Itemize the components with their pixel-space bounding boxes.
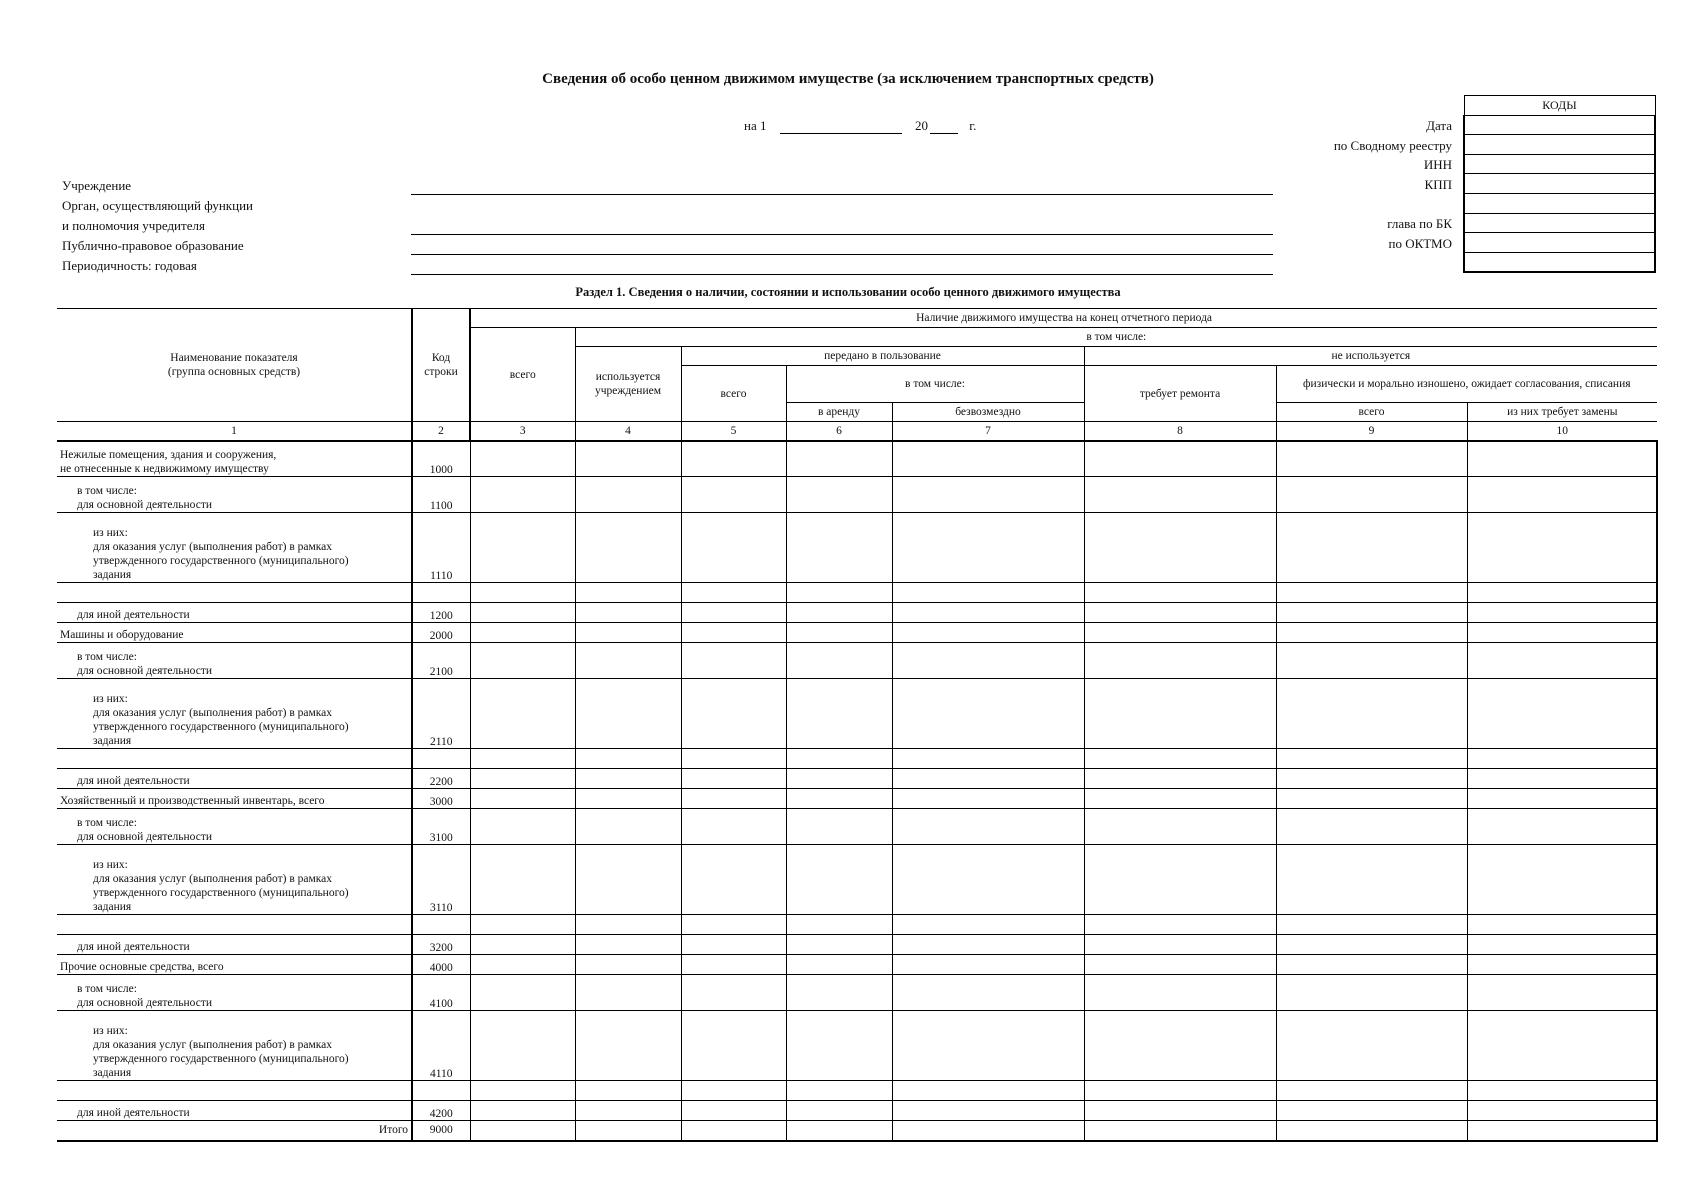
value-cell-col8[interactable]	[1084, 513, 1276, 583]
value-cell-col5[interactable]	[681, 845, 786, 915]
value-cell-col5[interactable]	[681, 603, 786, 623]
total-row	[57, 1121, 1657, 1141]
value-cell-col8[interactable]	[1084, 915, 1276, 935]
value-cell-col5[interactable]	[681, 477, 786, 513]
code-cell-registry[interactable]	[1464, 135, 1655, 155]
row-code: 1000	[412, 441, 470, 477]
value-cell-col3[interactable]	[470, 513, 575, 583]
value-cell-col7[interactable]	[892, 441, 1084, 477]
value-cell-col10[interactable]	[1467, 1011, 1657, 1081]
value-cell-col10[interactable]	[1467, 623, 1657, 643]
value-cell-col9[interactable]	[1276, 623, 1467, 643]
total-value-cell-col9[interactable]	[1276, 1121, 1467, 1141]
value-cell-col9[interactable]	[1276, 955, 1467, 975]
value-cell-col3[interactable]	[470, 1101, 575, 1121]
value-cell-col10[interactable]	[1467, 643, 1657, 679]
table-row	[57, 477, 1657, 513]
value-cell-col3[interactable]	[470, 955, 575, 975]
header-lease: в аренду	[786, 403, 892, 422]
value-cell-col6[interactable]	[786, 749, 892, 769]
value-cell-col3[interactable]	[470, 769, 575, 789]
value-cell-col9[interactable]	[1276, 809, 1467, 845]
founder-field[interactable]	[411, 234, 1273, 235]
value-cell-col9[interactable]	[1276, 1101, 1467, 1121]
value-cell-col8[interactable]	[1084, 809, 1276, 845]
value-cell-col4[interactable]	[575, 749, 681, 769]
value-cell-col9[interactable]	[1276, 1011, 1467, 1081]
row-code: 3200	[412, 935, 470, 955]
date-suffix: г.	[969, 118, 977, 133]
header-transferred-including: в том числе:	[786, 366, 1084, 403]
row-name: Машины и оборудование	[57, 623, 412, 643]
label-public-entity: Публично-правовое образование	[62, 238, 244, 253]
value-cell-col6[interactable]	[786, 1081, 892, 1101]
row-code: 3100	[412, 809, 470, 845]
header-including: в том числе:	[575, 328, 1657, 347]
codes-table	[1463, 95, 1656, 273]
row-name	[57, 749, 412, 769]
value-cell-col8[interactable]	[1084, 769, 1276, 789]
code-cell-kpp[interactable]	[1464, 174, 1655, 194]
row-code	[412, 1081, 470, 1101]
row-name: Прочие основные средства, всего	[57, 955, 412, 975]
value-cell-col5[interactable]	[681, 955, 786, 975]
header-code: Код строки	[412, 309, 470, 422]
value-cell-col10[interactable]	[1467, 955, 1657, 975]
value-cell-col10[interactable]	[1467, 809, 1657, 845]
col-number: 9	[1276, 422, 1467, 441]
col-number: 1	[57, 422, 412, 441]
value-cell-col9[interactable]	[1276, 845, 1467, 915]
code-label-kpp: КПП	[1424, 177, 1452, 192]
row-code: 3000	[412, 789, 470, 809]
value-cell-col8[interactable]	[1084, 1101, 1276, 1121]
code-cell-inn[interactable]	[1464, 154, 1655, 174]
value-cell-col6[interactable]	[786, 915, 892, 935]
table-row	[57, 955, 1657, 975]
value-cell-col6[interactable]	[786, 679, 892, 749]
row-name: в том числе: для основной деятельности	[57, 809, 412, 845]
total-value-cell-col6[interactable]	[786, 1121, 892, 1141]
col-number: 4	[575, 422, 681, 441]
value-cell-col9[interactable]	[1276, 1081, 1467, 1101]
value-cell-col10[interactable]	[1467, 789, 1657, 809]
row-name: из них: для оказания услуг (выполнения работ) в рамках утвержденного государственного (муниципального) задания	[57, 679, 412, 749]
value-cell-col5[interactable]	[681, 975, 786, 1011]
row-code: 1200	[412, 603, 470, 623]
col-number: 2	[412, 422, 470, 441]
value-cell-col8[interactable]	[1084, 749, 1276, 769]
value-cell-col4[interactable]	[575, 845, 681, 915]
row-name	[57, 915, 412, 935]
value-cell-col8[interactable]	[1084, 1011, 1276, 1081]
code-label-oktmo: по ОКТМО	[1388, 236, 1452, 251]
property-table-body	[57, 441, 1657, 1141]
value-cell-col9[interactable]	[1276, 749, 1467, 769]
value-cell-col6[interactable]	[786, 477, 892, 513]
value-cell-col7[interactable]	[892, 1011, 1084, 1081]
date-year-prefix: 20	[914, 118, 928, 133]
row-code: 2110	[412, 679, 470, 749]
row-name: в том числе: для основной деятельности	[57, 477, 412, 513]
value-cell-col3[interactable]	[470, 1011, 575, 1081]
row-name: для иной деятельности	[57, 603, 412, 623]
value-cell-col6[interactable]	[786, 441, 892, 477]
value-cell-col5[interactable]	[681, 935, 786, 955]
value-cell-col8[interactable]	[1084, 623, 1276, 643]
value-cell-col4[interactable]	[575, 513, 681, 583]
value-cell-col8[interactable]	[1084, 679, 1276, 749]
codes-header: КОДЫ	[1464, 96, 1655, 116]
value-cell-col10[interactable]	[1467, 679, 1657, 749]
public-entity-field[interactable]	[411, 254, 1273, 255]
header-needs-repair: требует ремонта	[1084, 366, 1276, 422]
value-cell-col4[interactable]	[575, 583, 681, 603]
value-cell-col10[interactable]	[1467, 845, 1657, 915]
value-cell-col7[interactable]	[892, 623, 1084, 643]
value-cell-col4[interactable]	[575, 603, 681, 623]
value-cell-col9[interactable]	[1276, 643, 1467, 679]
table-row	[57, 1081, 1657, 1101]
value-cell-col6[interactable]	[786, 513, 892, 583]
table-row	[57, 1011, 1657, 1081]
value-cell-col3[interactable]	[470, 643, 575, 679]
value-cell-col6[interactable]	[786, 643, 892, 679]
header-used: используется учреждением	[575, 347, 681, 422]
header-not-used: не используется	[1084, 347, 1657, 366]
total-label: Итого	[57, 1121, 412, 1141]
value-cell-col7[interactable]	[892, 1081, 1084, 1101]
date-year-field[interactable]	[930, 120, 958, 134]
row-name: Нежилые помещения, здания и сооружения, не отнесенные к недвижимому имуществу	[57, 441, 412, 477]
total-value-cell-col7[interactable]	[892, 1121, 1084, 1141]
header-total: всего	[470, 328, 575, 422]
table-row	[57, 623, 1657, 643]
value-cell-col5[interactable]	[681, 915, 786, 935]
value-cell-col3[interactable]	[470, 975, 575, 1011]
table-row	[57, 441, 1657, 477]
value-cell-col4[interactable]	[575, 1101, 681, 1121]
value-cell-col10[interactable]	[1467, 1081, 1657, 1101]
value-cell-col10[interactable]	[1467, 749, 1657, 769]
row-name: из них: для оказания услуг (выполнения работ) в рамках утвержденного государственного (муниципального) задания	[57, 513, 412, 583]
date-prefix: на 1	[744, 118, 767, 133]
value-cell-col6[interactable]	[786, 1011, 892, 1081]
label-founder-line2: и полномочия учредителя	[62, 218, 205, 233]
value-cell-col6[interactable]	[786, 809, 892, 845]
value-cell-col4[interactable]	[575, 809, 681, 845]
value-cell-col7[interactable]	[892, 679, 1084, 749]
value-cell-col6[interactable]	[786, 935, 892, 955]
value-cell-col7[interactable]	[892, 583, 1084, 603]
value-cell-col8[interactable]	[1084, 975, 1276, 1011]
value-cell-col9[interactable]	[1276, 935, 1467, 955]
value-cell-col7[interactable]	[892, 477, 1084, 513]
value-cell-col9[interactable]	[1276, 603, 1467, 623]
value-cell-col4[interactable]	[575, 1081, 681, 1101]
row-code	[412, 915, 470, 935]
property-table	[57, 308, 1658, 1142]
value-cell-col3[interactable]	[470, 603, 575, 623]
table-row	[57, 603, 1657, 623]
table-row	[57, 513, 1657, 583]
table-row	[57, 749, 1657, 769]
code-label-inn: ИНН	[1423, 157, 1452, 172]
value-cell-col7[interactable]	[892, 845, 1084, 915]
value-cell-col9[interactable]	[1276, 915, 1467, 935]
value-cell-col7[interactable]	[892, 513, 1084, 583]
table-row	[57, 1101, 1657, 1121]
code-cell-oktmo[interactable]	[1464, 233, 1655, 253]
value-cell-col7[interactable]	[892, 643, 1084, 679]
value-cell-col3[interactable]	[470, 583, 575, 603]
value-cell-col5[interactable]	[681, 749, 786, 769]
code-label-chapter: глава по БК	[1387, 216, 1452, 231]
label-institution: Учреждение	[62, 178, 132, 193]
value-cell-col5[interactable]	[681, 789, 786, 809]
row-code: 2000	[412, 623, 470, 643]
value-cell-col6[interactable]	[786, 975, 892, 1011]
value-cell-col7[interactable]	[892, 789, 1084, 809]
row-name: для иной деятельности	[57, 935, 412, 955]
form-title: Сведения об особо ценном движимом имуществе (за исключением транспортных средств)	[542, 71, 1154, 87]
total-value-cell-col4[interactable]	[575, 1121, 681, 1141]
value-cell-col6[interactable]	[786, 603, 892, 623]
value-cell-col3[interactable]	[470, 789, 575, 809]
value-cell-col8[interactable]	[1084, 935, 1276, 955]
row-code: 4000	[412, 955, 470, 975]
value-cell-col9[interactable]	[1276, 975, 1467, 1011]
row-name: для иной деятельности	[57, 1101, 412, 1121]
value-cell-col5[interactable]	[681, 513, 786, 583]
table-row	[57, 583, 1657, 603]
value-cell-col5[interactable]	[681, 1011, 786, 1081]
value-cell-col8[interactable]	[1084, 603, 1276, 623]
value-cell-col4[interactable]	[575, 477, 681, 513]
value-cell-col5[interactable]	[681, 623, 786, 643]
header-transferred: передано в пользование	[681, 347, 1084, 366]
value-cell-col5[interactable]	[681, 809, 786, 845]
header-free: безвозмездно	[892, 403, 1084, 422]
value-cell-col6[interactable]	[786, 769, 892, 789]
label-periodicity: Периодичность: годовая	[62, 258, 197, 273]
value-cell-col3[interactable]	[470, 809, 575, 845]
value-cell-col5[interactable]	[681, 643, 786, 679]
code-label-date: Дата	[1426, 118, 1452, 133]
value-cell-col5[interactable]	[681, 679, 786, 749]
value-cell-col3[interactable]	[470, 441, 575, 477]
row-code: 2100	[412, 643, 470, 679]
value-cell-col10[interactable]	[1467, 513, 1657, 583]
value-cell-col5[interactable]	[681, 1081, 786, 1101]
value-cell-col4[interactable]	[575, 915, 681, 935]
value-cell-col9[interactable]	[1276, 441, 1467, 477]
row-code	[412, 583, 470, 603]
value-cell-col5[interactable]	[681, 769, 786, 789]
row-name: из них: для оказания услуг (выполнения работ) в рамках утвержденного государственного (муниципального) задания	[57, 1011, 412, 1081]
value-cell-col8[interactable]	[1084, 477, 1276, 513]
row-code: 1100	[412, 477, 470, 513]
value-cell-col5[interactable]	[681, 583, 786, 603]
col-number: 8	[1084, 422, 1276, 441]
value-cell-col8[interactable]	[1084, 789, 1276, 809]
row-name: Хозяйственный и производственный инвентарь, всего	[57, 789, 412, 809]
value-cell-col8[interactable]	[1084, 1081, 1276, 1101]
value-cell-col10[interactable]	[1467, 915, 1657, 935]
header-worn-out: физически и морально изношено, ожидает согласования, списания	[1276, 366, 1657, 403]
table-row	[57, 789, 1657, 809]
value-cell-col7[interactable]	[892, 769, 1084, 789]
row-name: в том числе: для основной деятельности	[57, 643, 412, 679]
row-name	[57, 1081, 412, 1101]
row-code: 4200	[412, 1101, 470, 1121]
value-cell-col3[interactable]	[470, 845, 575, 915]
table-row	[57, 975, 1657, 1011]
header-transferred-total: всего	[681, 366, 786, 422]
value-cell-col9[interactable]	[1276, 513, 1467, 583]
report-date-line	[744, 118, 976, 134]
date-day-month-field[interactable]	[780, 120, 902, 134]
column-numbers-row	[57, 422, 1657, 441]
value-cell-col3[interactable]	[470, 935, 575, 955]
value-cell-col3[interactable]	[470, 915, 575, 935]
header-name: Наименование показателя (группа основных средств)	[57, 309, 412, 422]
value-cell-col7[interactable]	[892, 1101, 1084, 1121]
value-cell-col9[interactable]	[1276, 769, 1467, 789]
col-number: 5	[681, 422, 786, 441]
value-cell-col3[interactable]	[470, 679, 575, 749]
value-cell-col7[interactable]	[892, 749, 1084, 769]
code-cell-blank[interactable]	[1464, 193, 1655, 213]
value-cell-col10[interactable]	[1467, 935, 1657, 955]
header-worn-total: всего	[1276, 403, 1467, 422]
value-cell-col8[interactable]	[1084, 583, 1276, 603]
row-code: 2200	[412, 769, 470, 789]
label-founder-line1: Орган, осуществляющий функции	[62, 198, 253, 213]
value-cell-col5[interactable]	[681, 1101, 786, 1121]
value-cell-col3[interactable]	[470, 1081, 575, 1101]
table-row	[57, 915, 1657, 935]
value-cell-col7[interactable]	[892, 975, 1084, 1011]
value-cell-col4[interactable]	[575, 789, 681, 809]
col-number: 10	[1467, 422, 1657, 441]
code-cell-chapter[interactable]	[1464, 213, 1655, 233]
table-row	[57, 643, 1657, 679]
table-row	[57, 679, 1657, 749]
value-cell-col6[interactable]	[786, 583, 892, 603]
row-name: из них: для оказания услуг (выполнения работ) в рамках утвержденного государственного (муниципального) задания	[57, 845, 412, 915]
code-label-registry: по Сводному реестру	[1333, 138, 1452, 153]
value-cell-col6[interactable]	[786, 1101, 892, 1121]
col-number: 3	[470, 422, 575, 441]
value-cell-col6[interactable]	[786, 845, 892, 915]
value-cell-col4[interactable]	[575, 623, 681, 643]
value-cell-col5[interactable]	[681, 441, 786, 477]
row-name: в том числе: для основной деятельности	[57, 975, 412, 1011]
value-cell-col8[interactable]	[1084, 643, 1276, 679]
value-cell-col7[interactable]	[892, 955, 1084, 975]
value-cell-col10[interactable]	[1467, 583, 1657, 603]
value-cell-col4[interactable]	[575, 1011, 681, 1081]
value-cell-col4[interactable]	[575, 935, 681, 955]
total-value-cell-col10[interactable]	[1467, 1121, 1657, 1141]
value-cell-col7[interactable]	[892, 935, 1084, 955]
table-row	[57, 809, 1657, 845]
value-cell-col9[interactable]	[1276, 789, 1467, 809]
value-cell-col4[interactable]	[575, 679, 681, 749]
col-number: 6	[786, 422, 892, 441]
row-code: 3110	[412, 845, 470, 915]
row-code: 4110	[412, 1011, 470, 1081]
value-cell-col4[interactable]	[575, 643, 681, 679]
value-cell-col6[interactable]	[786, 955, 892, 975]
value-cell-col6[interactable]	[786, 789, 892, 809]
value-cell-col9[interactable]	[1276, 679, 1467, 749]
value-cell-col9[interactable]	[1276, 477, 1467, 513]
total-value-cell-col5[interactable]	[681, 1121, 786, 1141]
institution-field[interactable]	[411, 194, 1273, 195]
row-name	[57, 583, 412, 603]
periodicity-field[interactable]	[411, 274, 1273, 275]
value-cell-col4[interactable]	[575, 769, 681, 789]
header-availability: Наличие движимого имущества на конец отчетного периода	[470, 309, 1657, 328]
value-cell-col3[interactable]	[470, 749, 575, 769]
value-cell-col6[interactable]	[786, 623, 892, 643]
col-number: 7	[892, 422, 1084, 441]
section-title: Раздел 1. Сведения о наличии, состоянии и использовании особо ценного движимого имущества	[575, 285, 1121, 299]
value-cell-col3[interactable]	[470, 623, 575, 643]
code-cell-extra[interactable]	[1464, 252, 1655, 272]
table-row	[57, 845, 1657, 915]
row-name: для иной деятельности	[57, 769, 412, 789]
table-row	[57, 769, 1657, 789]
value-cell-col10[interactable]	[1467, 1101, 1657, 1121]
value-cell-col8[interactable]	[1084, 955, 1276, 975]
total-value-cell-col8[interactable]	[1084, 1121, 1276, 1141]
row-code	[412, 749, 470, 769]
value-cell-col10[interactable]	[1467, 769, 1657, 789]
total-value-cell-col3[interactable]	[470, 1121, 575, 1141]
value-cell-col10[interactable]	[1467, 477, 1657, 513]
code-cell-date[interactable]	[1464, 115, 1655, 135]
value-cell-col7[interactable]	[892, 603, 1084, 623]
value-cell-col3[interactable]	[470, 477, 575, 513]
value-cell-col4[interactable]	[575, 975, 681, 1011]
value-cell-col10[interactable]	[1467, 603, 1657, 623]
value-cell-col7[interactable]	[892, 915, 1084, 935]
value-cell-col7[interactable]	[892, 809, 1084, 845]
value-cell-col9[interactable]	[1276, 583, 1467, 603]
row-code: 1110	[412, 513, 470, 583]
table-row	[57, 935, 1657, 955]
value-cell-col10[interactable]	[1467, 975, 1657, 1011]
value-cell-col8[interactable]	[1084, 441, 1276, 477]
value-cell-col4[interactable]	[575, 955, 681, 975]
total-code: 9000	[412, 1121, 470, 1141]
value-cell-col10[interactable]	[1467, 441, 1657, 477]
header-needs-replacement: из них требует замены	[1467, 403, 1657, 422]
value-cell-col4[interactable]	[575, 441, 681, 477]
row-code: 4100	[412, 975, 470, 1011]
value-cell-col8[interactable]	[1084, 845, 1276, 915]
